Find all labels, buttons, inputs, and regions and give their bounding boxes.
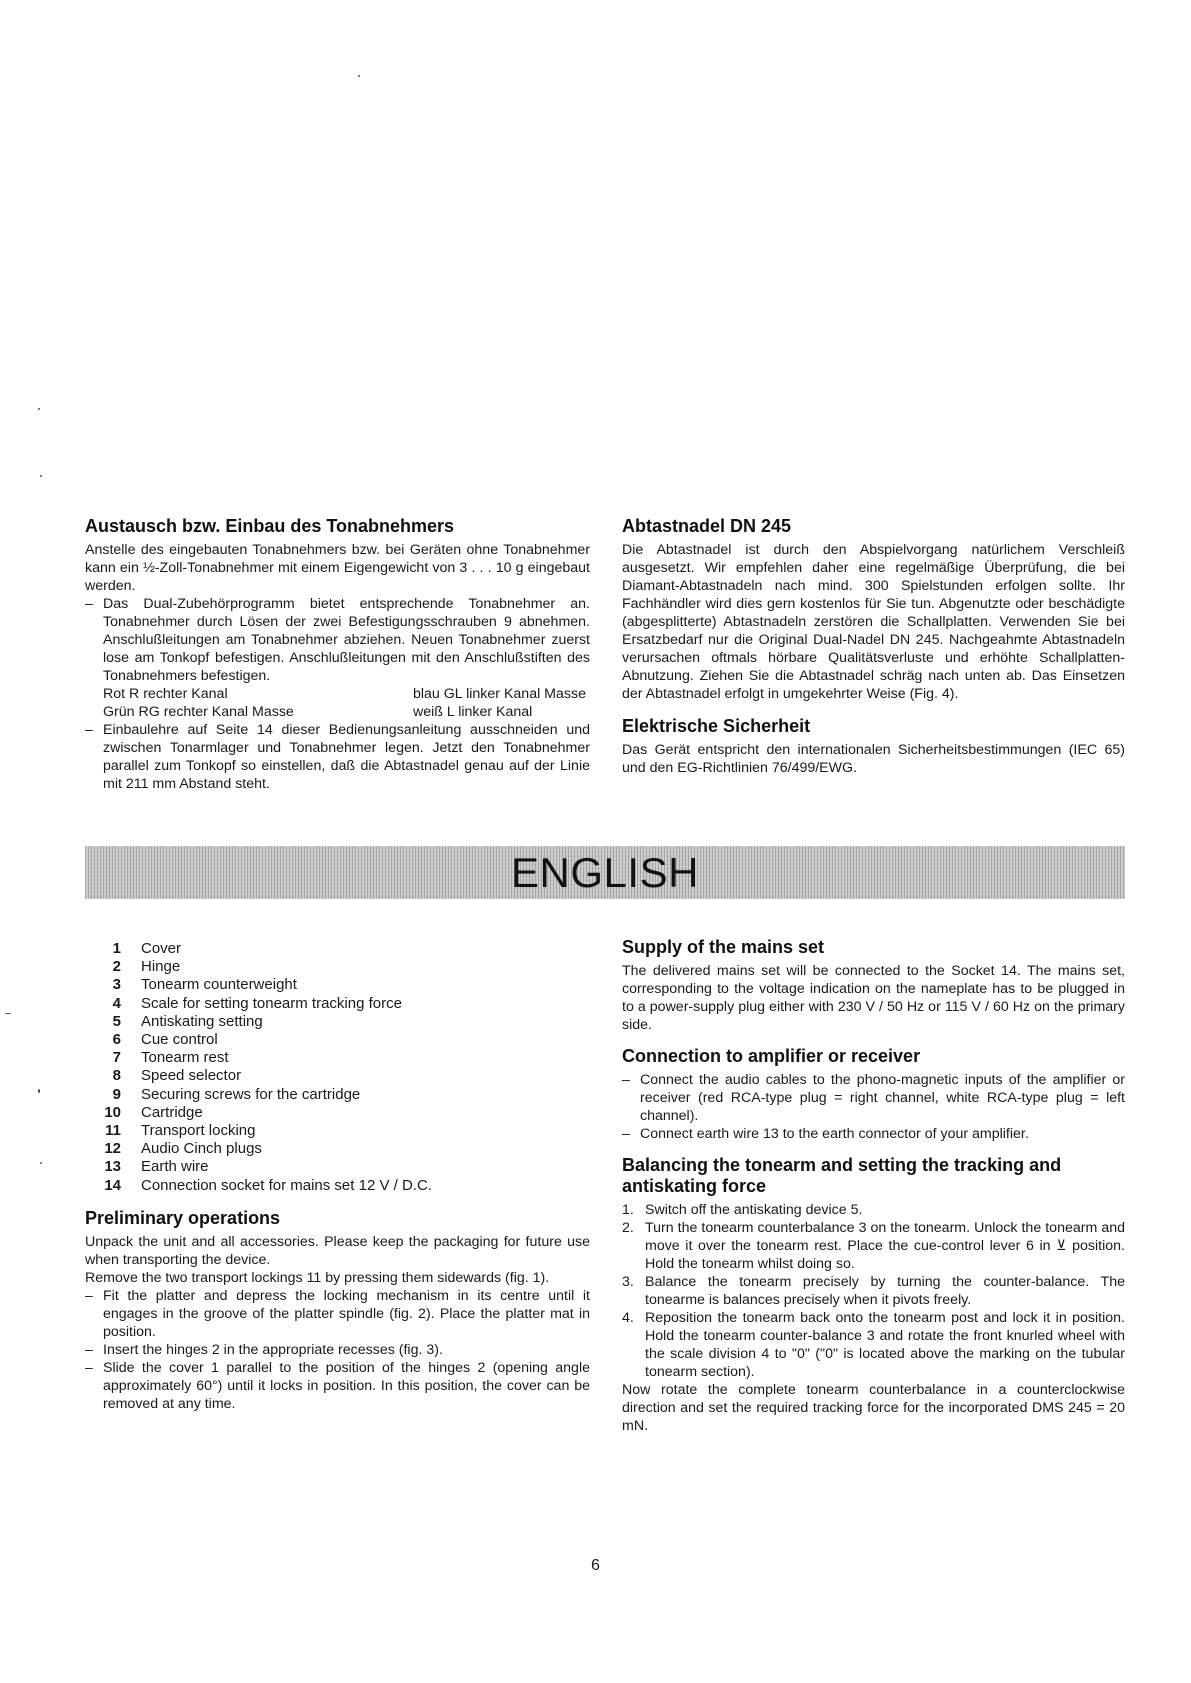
part-list-item (85, 1049, 432, 1067)
part-number: 4 (112, 994, 121, 1012)
step-text: Reposition the tonearm back onto the tonearm post and lock it in position. Hold the tonearm counter-balance 3 and rotate the front knurled wheel with the scale division 4 to "0" ("0" is located above the marking on the tubular tonearm section). (645, 1310, 1125, 1380)
list-item: – Insert the hinges 2 in the appropriate recesses (fig. 3). (85, 1341, 590, 1359)
list-item-text: Connect the audio cables to the phono-magnetic inputs of the amplifier or receiver (red RCA-type plug = right channel, white RCA-type plug = left channel). (640, 1072, 1125, 1124)
step-text: Balance the tonearm precisely by turning the counter-balance. The tonearme is balances precisely when it pivots freely. (645, 1274, 1125, 1308)
part-number: 1 (112, 940, 121, 957)
wire-white: weiß L linker Kanal (413, 704, 533, 720)
cartridge-section-de (85, 516, 590, 793)
part-label: Tonearm counterweight (141, 976, 297, 994)
scan-speck (358, 75, 360, 77)
step-item: 3. Balance the tonearm precisely by turning the counter-balance. The tonearme is balances precisely when it pivots freely. (622, 1274, 1125, 1308)
part-number: 10 (104, 1103, 121, 1121)
step-text: Turn the tonearm counterbalance 3 on the tonearm. Unlock the tonearm and move it over the tonearm rest. Place the cue-control lever 6 in ⊻ position. Hold the tonearm whilst doing so. (645, 1220, 1125, 1272)
section-title: Preliminary operations (85, 1208, 281, 1228)
part-number: 12 (104, 1140, 121, 1158)
part-label: Audio Cinch plugs (141, 1140, 262, 1158)
part-list-item (85, 1067, 432, 1085)
part-list-item (85, 1013, 432, 1031)
part-number: 2 (112, 958, 121, 976)
step-item: 4. Reposition the tonearm back onto the tonearm post and lock it in position. Hold the tonearm counter-balance 3 and rotate the front knurled wheel with the scale division 4 to "0" ("0" is located above the marking on the tubular tonearm section). (622, 1310, 1125, 1380)
part-list-item (85, 958, 432, 976)
section-title: Balancing the tonearm and setting the tracking and antiskating force (622, 1155, 1062, 1196)
part-list-item (85, 940, 432, 958)
part-label: Antiskating setting (141, 1012, 263, 1030)
paragraph: Die Abtastnadel ist durch den Abspielvorgang natürlichem Verschleiß ausgesetzt. Wir empfehlen daher eine regelmäßige Überprüfung, die bei Diamant-Abtastnadeln nach mind. 300 Spielstunden erfolgen sollte. Ihr Fachhändler wird dies gern kostenlos für Sie tun. Abgenutzte oder beschädigte (abgesplitterte) Abtastnadeln zerstören die Schallplatten. Verwenden Sie bei Ersatzbedarf nur die Original Dual-Nadel DN 245. Nachgeahmte Abtastnadeln verursachen oftmals hörbare Qualitätsverluste und erhöhte Schallplatten-Abnutzung. Ziehen Sie die Abtastnadel schräg nach unten ab. Das Einsetzen der Abtastnadel erfolgt in umgekehrter Weise (Fig. 4). (622, 542, 1125, 702)
part-label: Cover (141, 940, 182, 957)
list-item-text: Connect earth wire 13 to the earth connector of your amplifier. (640, 1126, 1029, 1142)
part-number: 6 (112, 1031, 121, 1049)
part-label: Earth wire (141, 1158, 209, 1176)
english-right-column (622, 937, 1125, 1435)
list-item-text: Insert the hinges 2 in the appropriate recesses (fig. 3). (103, 1342, 443, 1358)
part-label: Securing screws for the cartridge (141, 1085, 361, 1103)
part-list-item (85, 1086, 432, 1104)
section-title: Austausch bzw. Einbau des Tonabnehmers (85, 516, 455, 536)
parts-list (85, 940, 432, 1195)
wire-red: Rot R rechter Kanal (103, 686, 228, 702)
wire-blue: blau GL linker Kanal Masse (413, 686, 586, 702)
list-item: – Connect the audio cables to the phono-magnetic inputs of the amplifier or receiver (red RCA-type plug = right channel, white RCA-type plug = left channel). (622, 1072, 1125, 1124)
wire-color-table (85, 685, 590, 721)
section-title: Supply of the mains set (622, 937, 825, 957)
section-title: Elektrische Sicherheit (622, 716, 811, 736)
page-number: 6 (591, 1557, 600, 1574)
part-number: 13 (104, 1158, 121, 1176)
part-number: 3 (112, 976, 121, 994)
step-text: Switch off the antiskating device 5. (645, 1202, 863, 1218)
part-list-item (85, 1104, 432, 1122)
scan-speck (40, 1162, 42, 1164)
part-number: 5 (112, 1012, 121, 1030)
part-list-item (85, 1122, 432, 1140)
list-item-text: Das Dual-Zubehörprogramm bietet entsprechende Tonabnehmer an. Tonabnehmer durch Lösen der zwei Befestigungsschrauben 9 abnehmen. Anschlußleitungen am Tonabnehmer abziehen. Neuen Tonabnehmer zuerst lose am Tonkopf befestigen. Anschlußleitungen mit den Anschlußstiften des Tonabnehmers befestigen. (103, 596, 590, 684)
list-item-text: Slide the cover 1 parallel to the position of the hinges 2 (opening angle approximately 60°) until it locks in position. In this position, the cover can be removed at any time. (103, 1360, 590, 1412)
list-item: – Connect earth wire 13 to the earth connector of your amplifier. (622, 1125, 1125, 1143)
part-label: Speed selector (141, 1067, 242, 1085)
part-list-item (85, 1177, 432, 1195)
list-item: – Slide the cover 1 parallel to the position of the hinges 2 (opening angle approximately 60°) until it locks in position. In this position, the cover can be removed at any time. (85, 1360, 590, 1412)
paragraph: Now rotate the complete tonearm counterbalance in a counterclockwise direction and set the required tracking force for the incorporated DMS 245 = 20 mN. (622, 1382, 1125, 1434)
scan-speck (5, 1013, 11, 1014)
part-list-item (85, 995, 432, 1013)
section-title: Connection to amplifier or receiver (622, 1046, 921, 1066)
part-label: Tonearm rest (141, 1049, 229, 1067)
wire-green: Grün RG rechter Kanal Masse (103, 704, 294, 720)
scan-speck (38, 1089, 40, 1093)
part-number: 9 (112, 1085, 121, 1103)
paragraph: Das Gerät entspricht den internationalen Sicherheitsbestimmungen (IEC 65) und den EG-Richtlinien 76/499/EWG. (622, 742, 1125, 776)
stylus-section-de (622, 516, 1125, 777)
part-label: Scale for setting tonearm tracking force (141, 994, 402, 1012)
section-title: Abtastnadel DN 245 (622, 516, 792, 536)
paragraph: Unpack the unit and all accessories. Please keep the packaging for future use when transporting the device. (85, 1234, 590, 1268)
paragraph: Anstelle des eingebauten Tonabnehmers bzw. bei Geräten ohne Tonabnehmer kann ein ½-Zoll-Tonabnehmer mit einem Eigengewicht von 3 . . . 10 g eingebaut werden. (85, 542, 590, 594)
paragraph: The delivered mains set will be connected to the Socket 14. The mains set, corresponding to the voltage indication on the nameplate has to be plugged in to a power-supply plug either with 230 V / 50 Hz or 115 V / 60 Hz on the primary side. (622, 963, 1125, 1033)
part-label: Connection socket for mains set 12 V / D.C. (141, 1176, 432, 1194)
part-list-item (85, 1140, 432, 1158)
part-label: Hinge (141, 958, 181, 976)
part-list-item (85, 1031, 432, 1049)
part-number: 8 (112, 1067, 121, 1085)
preliminary-section (85, 1208, 590, 1413)
step-item: 1. Switch off the antiskating device 5. (622, 1201, 1125, 1219)
list-item-text: Fit the platter and depress the locking mechanism in its centre until it engages in the groove of the platter spindle (fig. 2). Place the platter mat in position. (103, 1288, 590, 1340)
part-label: Cue control (141, 1031, 218, 1049)
banner-title: ENGLISH (511, 849, 699, 896)
part-label: Cartridge (141, 1103, 203, 1121)
part-number: 14 (104, 1176, 121, 1194)
scan-speck (40, 475, 42, 477)
list-item: – Das Dual-Zubehörprogramm bietet entsprechende Tonabnehmer an. Tonabnehmer durch Lösen der zwei Befestigungsschrauben 9 abnehmen. Anschlußleitungen am Tonabnehmer abziehen. Neuen Tonabnehmer zuerst lose am Tonkopf befestigen. Anschlußleitungen mit den Anschlußstiften des Tonabnehmers befestigen. (85, 596, 590, 684)
part-label: Transport locking (141, 1122, 256, 1140)
list-item: – Fit the platter and depress the locking mechanism in its centre until it engages in the groove of the platter spindle (fig. 2). Place the platter mat in position. (85, 1288, 590, 1340)
scan-speck (38, 408, 40, 410)
part-number: 11 (105, 1122, 121, 1140)
language-banner (85, 846, 1125, 899)
part-list-item (85, 1158, 432, 1176)
step-item: 2. Turn the tonearm counterbalance 3 on the tonearm. Unlock the tonearm and move it over the tonearm rest. Place the cue-control lever 6 in ⊻ position. Hold the tonearm whilst doing so. (622, 1220, 1125, 1272)
paragraph: Remove the two transport lockings 11 by pressing them sidewards (fig. 1). (85, 1270, 550, 1286)
list-item-text: Einbaulehre auf Seite 14 dieser Bedienungsanleitung ausschneiden und zwischen Tonarmlager und Tonabnehmer legen. Jetzt den Tonabnehmer parallel zum Tonkopf so einstellen, daß die Abtastnadel genau auf der Linie mit 211 mm Abstand steht. (103, 722, 590, 792)
part-number: 7 (112, 1049, 121, 1067)
part-list-item (85, 976, 432, 994)
list-item: – Einbaulehre auf Seite 14 dieser Bedienungsanleitung ausschneiden und zwischen Tonarmlager und Tonabnehmer legen. Jetzt den Tonabnehmer parallel zum Tonkopf so einstellen, daß die Abtastnadel genau auf der Linie mit 211 mm Abstand steht. (85, 722, 590, 792)
